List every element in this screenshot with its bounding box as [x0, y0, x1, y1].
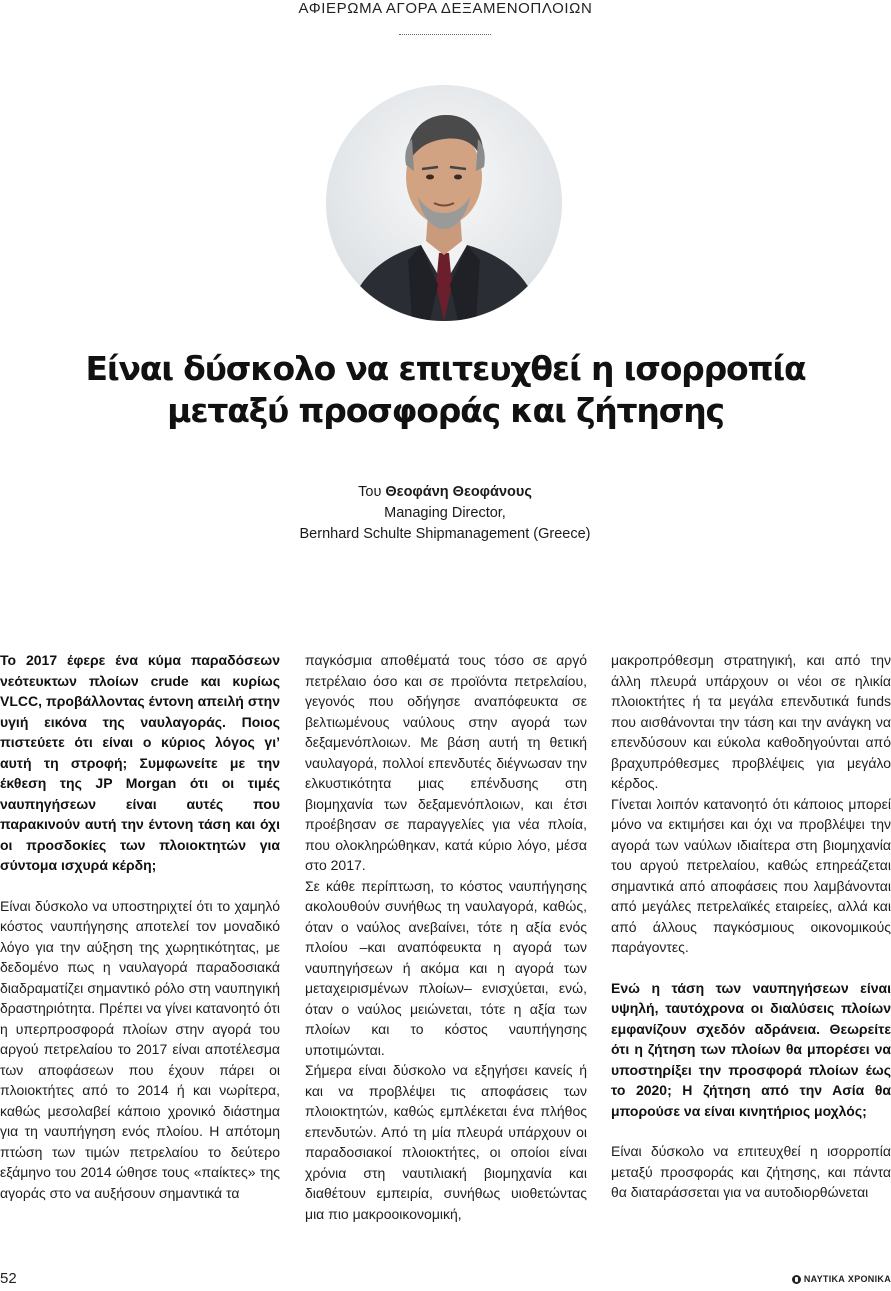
answer-paragraph: Σήμερα είναι δύσκολο να εξηγήσει κανείς ή και να προβλέψει τις αποφάσεις των πλοιοκτητών, καθώς εμπλέκεται ένα πλήθος επενδυτών. Από τη μία πλευρά υπάρχουν οι παραδοσιακοί πλοιοκτήτες, οι οποίοι είναι χρόνια στη ναυτιλιακή βιομηχανία και διαθέτουν εμπειρία, συνήθως υιοθετώντας μια πιο μακροοικονομική, [305, 1062, 587, 1222]
answer-paragraph: Σε κάθε περίπτωση, το κόστος ναυπήγησης ακολουθούν συνήθως τη ναυλαγορά, καθώς, όταν ο ναύλος ανεβαίνει, τότε η αξία ενός πλοίου –και αναπόφευκτα η αγορά των ναυπηγήσεων ή ακόμα και η αγορά των μεταχειρισμένων πλοίων– ενισχύεται, ενώ, όταν ο ναύλος μειώνεται, τότε η αξία των πλοίων και το κόστος ναυπήγησης υποτιμώνται. [305, 877, 587, 1058]
text-column-3 [611, 650, 891, 1203]
answer-paragraph: παγκόσμια αποθέματά τους τόσο σε αργό πετρέλαιο όσο και σε προϊόντα πετρελαίου, γεγονός που οδήγησε αναπόφευκτα σε βελτιωμένους ναύλους στην αγορά των δεξαμενόπλοιων. Με βάση αυτή τη θετική ναυλαγορά, πολλοί επενδυτές διέγνωσαν την ελκυστικότητα μιας επένδυσης στη βιομηχανία των δεξαμενόπλοιων, και έτσι προέβησαν σε παραγγελίες για νέα πλοία, που ολοκληρώθηκαν, κατά κύριο λόγο, μέσα στο 2017. [305, 652, 587, 873]
byline-prefix: Του [358, 484, 382, 500]
interview-answer-1: Είναι δύσκολο να υποστηριχτεί ότι το χαμηλό κόστος ναυπήγησης αποτελεί τον μοναδικό λόγο για την αύξηση της χωρητικότητας, με δεδομένο πως η ναυλαγορά παραδοσιακά διαδραματίζει σημαντικό ρόλο στη ναυπηγική δραστηριότητα. Πρέπει να γίνει κατανοητό ότι η υπερπροσφορά πλοίων στην αγορά του αργού πετρελαίου το 2017 είναι αποτέλεσμα των αποφάσεων που έχουν πάρει οι πλοιοκτήτες από το 2014 ή και νωρίτερα, καθώς μεσολαβεί κάποιο χρονικό διάστημα για τη ναυπήγηση ενός πλοίου. Η απότομη πτώση των τιμών πετρελαίου το δεύτερο εξάμηνο του 2014 ώθησε τους «παίκτες» της αγοράς στο να αυξήσουν σημαντικά τα [0, 897, 280, 1201]
paragraph-gap [0, 876, 280, 896]
page-number: 52 [0, 1270, 17, 1287]
article-title-line-1: Είναι δύσκολο να επιτευχθεί η ισορροπία [85, 349, 806, 388]
answer-paragraph: μακροπρόθεσμη στρατηγική, και από την άλλη πλευρά υπάρχουν οι νέοι σε ηλικία πλοιοκτήτες ή τα μεγάλα επενδυτικά funds που αισθάνονται την τάση και την ανάγκη να επενδύσουν και εύκολα καθοδηγούνται από βραχυπρόθεσμες προβλέψεις για μεγάλο κέρδος. [611, 652, 891, 791]
interview-question-2: Ενώ η τάση των ναυπηγήσεων είναι υψηλή, ταυτόχρονα οι διαλύσεις πλοίων εμφανίζουν σχεδόν αδράνεια. Θεωρείτε ότι η ζήτηση των πλοίων θα μπορέσει να υποστηρίξει την προσφορά πλοίων έως το 2020; Η ζήτηση από την Ασία θα μπορούσε να είναι κινητήριος μοχλός; [611, 979, 891, 1119]
text-column-1 [0, 650, 280, 1203]
author-role: Managing Director, [384, 505, 506, 521]
interview-answer-2: Είναι δύσκολο να επιτευχθεί η ισορροπία μεταξύ προσφοράς και ζήτησης, και πάντα θα διαταράσσεται για να αυτοδιορθώνεται [611, 1143, 891, 1200]
section-header: ΑΦΙΕΡΩΜΑ ΑΓΟΡΑ ΔΕΞΑΜΕΝΟΠΛΟΙΩΝ [298, 0, 593, 17]
publication-name: ΝΑΥΤΙΚΑ ΧΡΟΝΙΚΑ [803, 1274, 891, 1284]
publication-brand [792, 1274, 891, 1284]
publication-logo-icon [792, 1275, 801, 1284]
article-title [60, 348, 831, 432]
paragraph-gap [611, 958, 891, 978]
byline [240, 482, 650, 545]
interview-question-1: Το 2017 έφερε ένα κύμα παραδόσεων νεότευκτων πλοίων crude και κυρίως VLCC, προβάλλοντας έντονη απειλή στην υγιή εικόνα της ναυλαγοράς. Ποιος πιστεύετε ότι είναι ο κύριος λόγος γι’ αυτή τη στροφή; Συμφωνείτε με την έκθεση της JP Morgan ότι οι τιμές ναυπηγήσεων είναι αυτές που παρακινούν αυτή την έντονη τάση και όχι οι προσδοκίες των πλοιοκτητών για σύντομα ισχυρά κέρδη; [0, 652, 280, 873]
text-column-2 [305, 650, 587, 1224]
article-title-line-2: μεταξύ προσφοράς και ζήτησης [167, 391, 724, 430]
author-name: Θεοφάνη Θεοφάνους [385, 484, 532, 500]
author-portrait [326, 85, 562, 321]
header-divider [399, 34, 491, 35]
answer-paragraph: Γίνεται λοιπόν κατανοητό ότι κάποιος μπορεί μόνο να εκτιμήσει και όχι να προβλέψει την αγορά των ναύλων ιδιαίτερα στη βιομηχανία του αργού πετρελαίου, καθώς επηρεάζεται σημαντικά από αποφάσεις που λαμβάνονται από μεγάλες πετρελαϊκές εταιρείες, αλλά και από άλλους παγκόσμιους οικονομικούς παράγοντες. [611, 795, 891, 955]
paragraph-gap [611, 1121, 891, 1141]
author-company: Bernhard Schulte Shipmanagement (Greece) [299, 526, 591, 542]
